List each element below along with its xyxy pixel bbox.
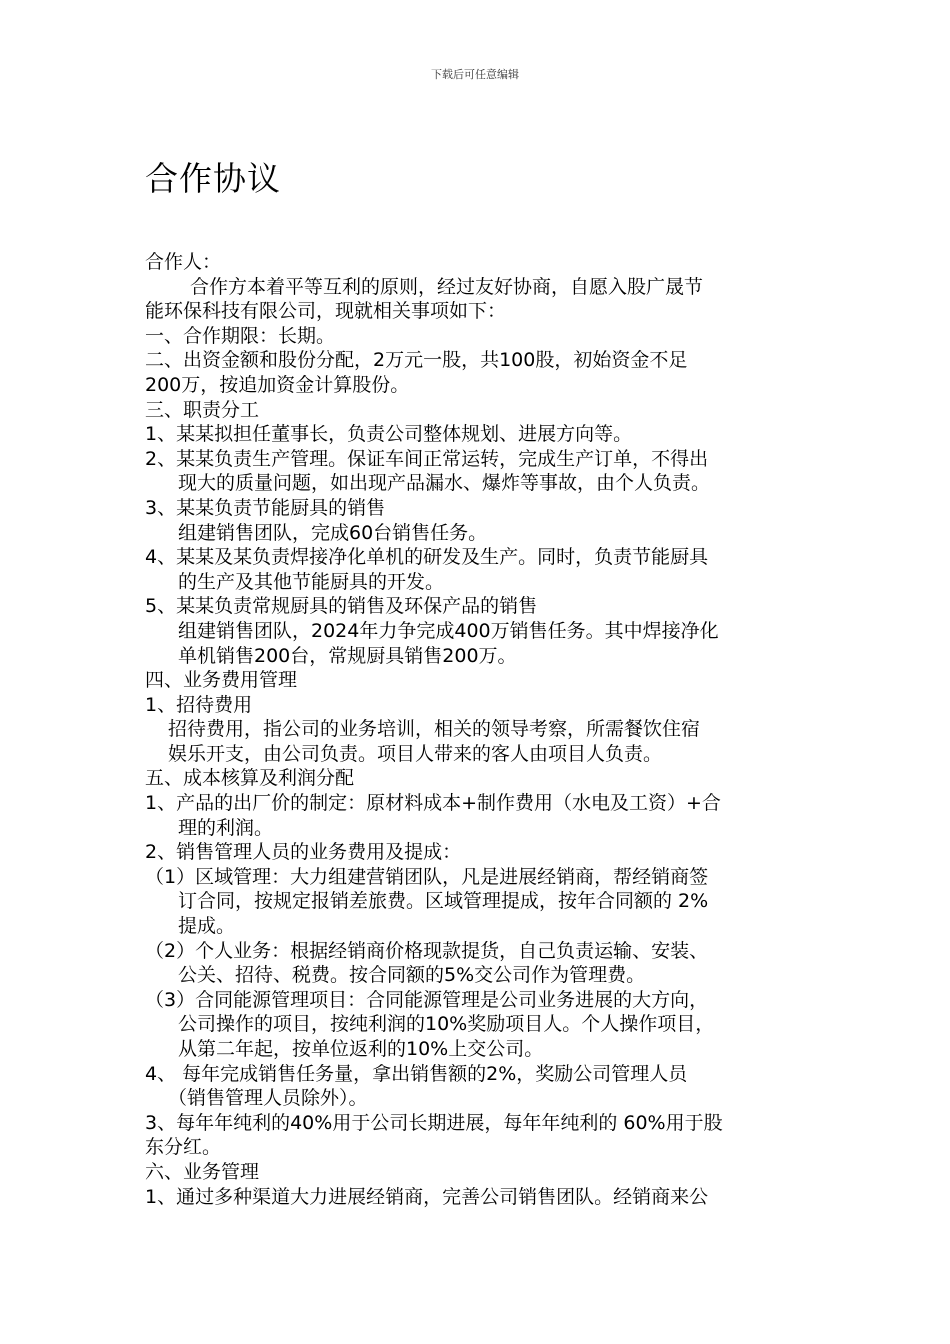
section-heading: 一、合作期限：长期。 [145, 324, 336, 347]
section-heading: 三、职责分工 [145, 398, 260, 421]
list-item: 4、 每年完成销售任务量，拿出销售额的2%，奖励公司管理人员 [145, 1062, 688, 1085]
list-item: 1、通过多种渠道大力进展经销商，完善公司销售团队。经销商来公 [145, 1185, 709, 1208]
sub-list-item-continuation: 从第二年起，按单位返利的10%上交公司。 [178, 1038, 544, 1060]
list-item-continuation: 的生产及其他节能厨具的开发。 [178, 570, 445, 593]
section-heading: 四、业务费用管理 [145, 669, 298, 692]
list-item-continuation: 单机销售200台，常规厨具销售200万。 [178, 644, 517, 667]
section-heading: 六、业务管理 [145, 1160, 260, 1183]
sub-list-item-continuation: 公关、招待、税费。按合同额的5%交公司作为管理费。 [178, 964, 646, 987]
document-title: 合作协议 [145, 159, 281, 198]
list-item: 3、某某负责节能厨具的销售 [145, 496, 386, 519]
sub-list-item-continuation: 订合同，按规定报销差旅费。区域管理提成，按年合同额的 2% [178, 890, 709, 913]
list-item: 1、某某拟担任董事长，负责公司整体规划、进展方向等。 [145, 423, 633, 446]
list-item-continuation: 现大的质量问题，如出现产品漏水、爆炸等事故，由个人负责。 [178, 472, 711, 495]
sub-list-item: （2）个人业务：根据经销商价格现款提货，自己负责运输、安装、 [145, 939, 709, 962]
paragraph-line: 200万，按追加资金计算股份。 [145, 373, 410, 396]
list-item-continuation: 组建销售团队，完成60台销售任务。 [178, 521, 488, 544]
section-heading: 五、成本核算及利润分配 [145, 767, 355, 790]
list-item: 2、销售管理人员的业务费用及提成： [145, 841, 462, 864]
list-item-continuation: 招待费用，指公司的业务培训，相关的领导考察，所需餐饮住宿 [168, 718, 701, 741]
paragraph-line: 能环保科技有限公司，现就相关事项如下： [145, 300, 507, 323]
sub-list-item: （1）区域管理：大力组建营销团队，凡是进展经销商，帮经销商签 [145, 865, 709, 888]
sub-list-item: （3）合同能源管理项目：合同能源管理是公司业务进展的大方向， [145, 988, 709, 1011]
list-item-continuation: （销售管理人员除外）。 [168, 1087, 368, 1110]
list-item: 1、招待费用 [145, 693, 253, 716]
sub-list-item-continuation: 公司操作的项目，按纯利润的10%奖励项目人。个人操作项目， [178, 1013, 715, 1036]
list-item-continuation: 理的利润。 [178, 816, 274, 839]
list-item: 4、某某及某负责焊接净化单机的研发及生产。同时，负责节能厨具 [145, 546, 709, 569]
sub-list-item-continuation: 提成。 [178, 915, 236, 938]
list-item: 5、某某负责常规厨具的销售及环保产品的销售 [145, 595, 538, 618]
list-item-continuation: 娱乐开支，由公司负责。项目人带来的客人由项目人负责。 [168, 742, 663, 765]
list-item-continuation: 东分红。 [145, 1136, 222, 1159]
list-item-continuation: 组建销售团队，2024年力争完成400万销售任务。其中焊接净化 [178, 619, 719, 642]
list-item: 2、某某负责生产管理。保证车间正常运转，完成生产订单，不得出 [145, 447, 709, 470]
document-body [0, 250, 950, 1209]
paragraph-line: 合作人： [145, 251, 222, 273]
paragraph-line: 合作方本着平等互利的原则，经过友好协商，自愿入股广晟节 [190, 275, 704, 298]
list-item: 1、产品的出厂价的制定：原材料成本+制作费用（水电及工资）+合 [145, 792, 721, 815]
page-header-note: 下载后可任意编辑 [431, 68, 519, 81]
section-heading: 二、出资金额和股份分配，2万元一股，共100股，初始资金不足 [145, 349, 688, 372]
list-item: 3、每年年纯利的40%用于公司长期进展，每年年纯利的 60%用于股 [145, 1111, 723, 1134]
